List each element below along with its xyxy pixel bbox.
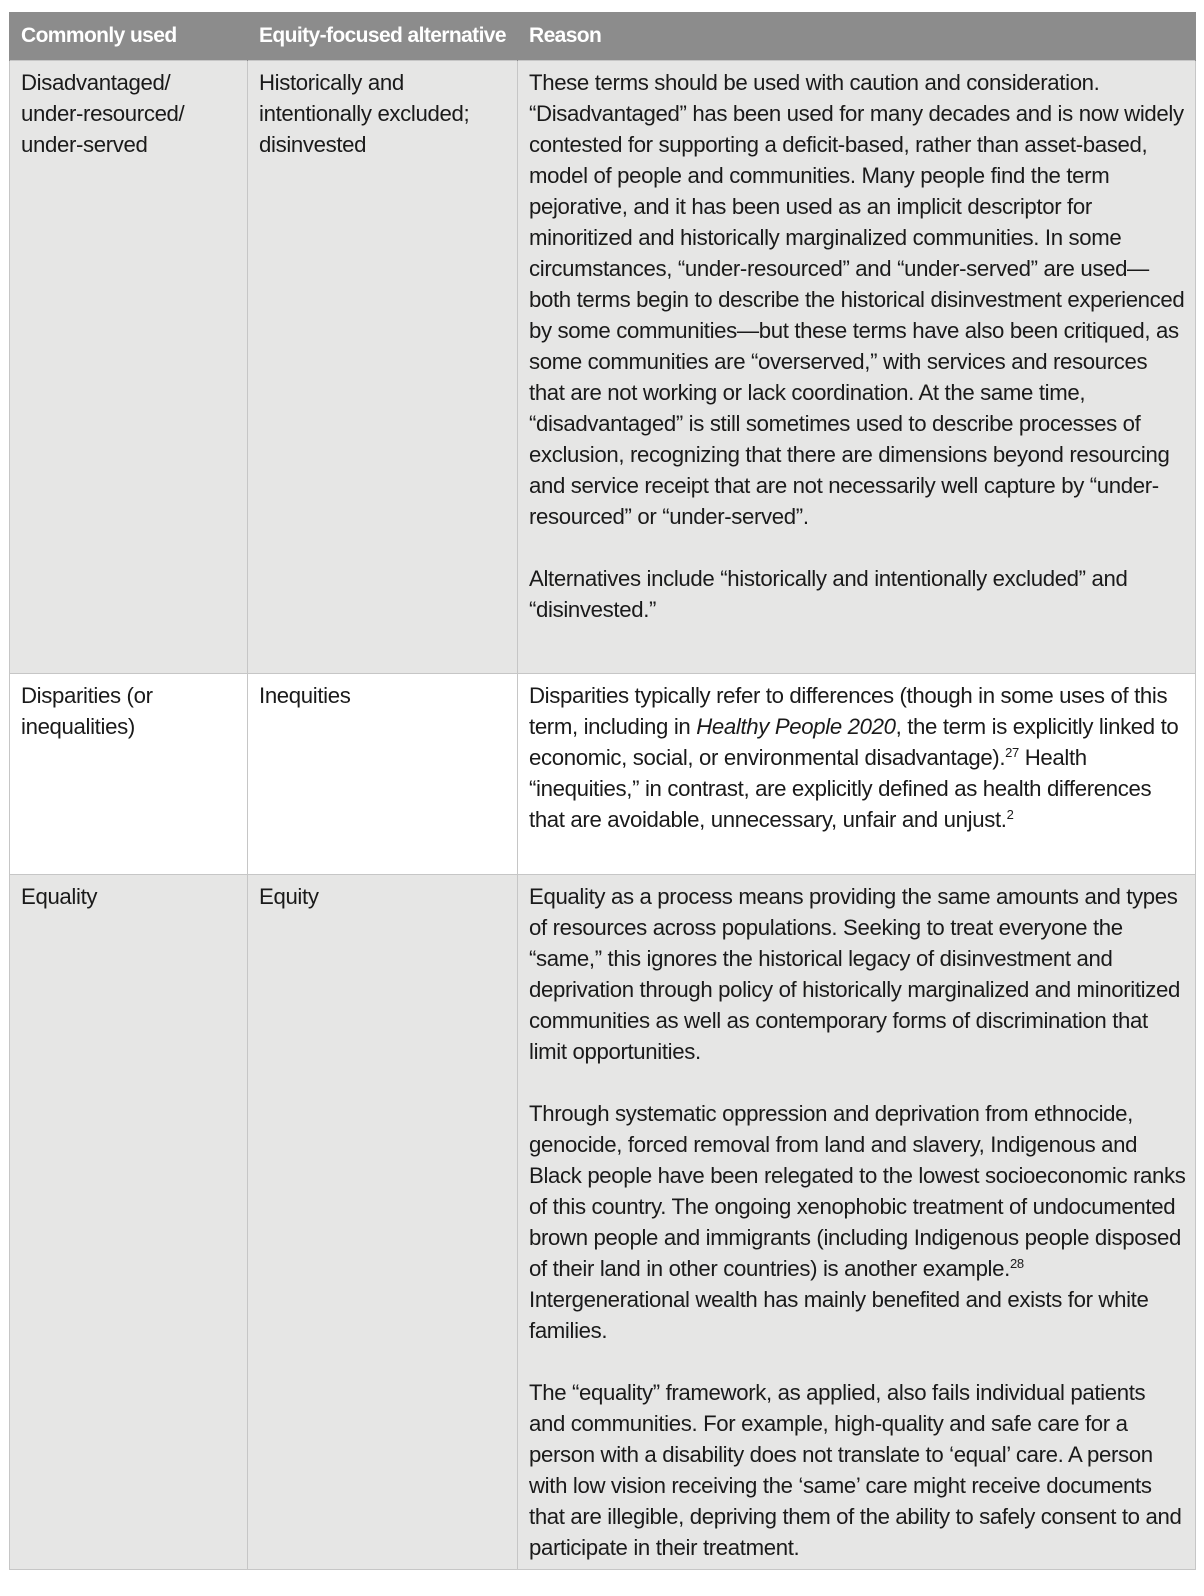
reason-cell xyxy=(518,61,1196,674)
reason-text: Health “inequities,” in contrast, are explicitly defined as health differences that are avoidable, unnecessary, unfair and unjust. xyxy=(529,745,1152,832)
term-cell: Disadvantaged/ under-resourced/ under-served xyxy=(10,61,248,674)
reason-cell xyxy=(518,875,1196,1570)
header-equity-alternative: Equity-focused alternative xyxy=(248,12,518,61)
term-cell: Equality xyxy=(10,875,248,1570)
reason-text: Disparities typically refer to differences (though in some uses of this term, including in xyxy=(529,683,1168,739)
table-header-row xyxy=(10,12,1196,61)
footnote-marker: 27 xyxy=(1005,745,1019,760)
table-row xyxy=(10,61,1196,674)
reason-paragraph: Alternatives include “historically and intentionally excluded” and “disinvested.” xyxy=(529,566,1128,622)
reason-paragraph xyxy=(529,680,1187,835)
header-reason: Reason xyxy=(518,12,1196,61)
alternative-cell: Equity xyxy=(248,875,518,1570)
alternative-cell: Historically and intentionally excluded; disinvested xyxy=(248,61,518,674)
reason-paragraph: The “equality” framework, as applied, also fails individual patients and communities. For example, high-quality and safe care for a person with a disability does not translate to ‘equal’ care. A person with low vision receiving the ‘same’ care might receive documents that are illegible, depriving them of the ability to safely consent to and participate in their treatment. xyxy=(529,1380,1182,1560)
publication-title: Healthy People 2020 xyxy=(696,714,896,739)
alternative-cell: Inequities xyxy=(248,674,518,875)
reason-cell xyxy=(518,674,1196,875)
footnote-marker: 28 xyxy=(1009,1256,1024,1271)
table-row xyxy=(10,875,1196,1570)
reason-text: Intergenerational wealth has mainly benefited and exists for white families. xyxy=(529,1287,1149,1343)
table-row xyxy=(10,674,1196,875)
reason-paragraph xyxy=(529,1098,1187,1346)
reason-text: Through systematic oppression and deprivation from ethnocide, genocide, forced removal from land and slavery, Indigenous and Black people have been relegated to the lowest socioeconomic ranks of this country. The ongoing xenophobic treatment of undocumented brown people and immigrants (including Indigenous people disposed of their land in other countries) is another example. xyxy=(529,1101,1186,1281)
reason-paragraph: Equality as a process means providing the same amounts and types of resources across populations. Seeking to treat everyone the “same,” this ignores the historical legacy of disinvestment and deprivation through policy of historically marginalized and minoritized communities as well as contemporary forms of discrimination that limit opportunities. xyxy=(529,884,1180,1064)
reason-paragraph: These terms should be used with caution and consideration. “Disadvantaged” has been used for many decades and is now widely contested for supporting a deficit-based, rather than asset-based, model of people and communities. Many people find the term pejorative, and it has been used as an implicit descriptor for minoritized and historically marginalized communities. In some circumstances, “under-resourced” and “under-served” are used—both terms begin to describe the historical disinvestment experienced by some communities—but these terms have also been critiqued, as some communities are “overserved,” with services and resources that are not working or lack coordination. At the same time, “disadvantaged” is still sometimes used to describe processes of exclusion, recognizing that there are dimensions beyond resourcing and service receipt that are not necessarily well capture by “under-resourced” or “under-served”. xyxy=(529,70,1185,529)
footnote-marker: 2 xyxy=(1006,807,1014,822)
header-commonly-used: Commonly used xyxy=(10,12,248,61)
term-cell: Disparities (or inequalities) xyxy=(10,674,248,875)
reason-text: , the term is explicitly linked to economic, social, or environmental disadvantage). xyxy=(529,714,1179,770)
terminology-table xyxy=(9,12,1196,1570)
